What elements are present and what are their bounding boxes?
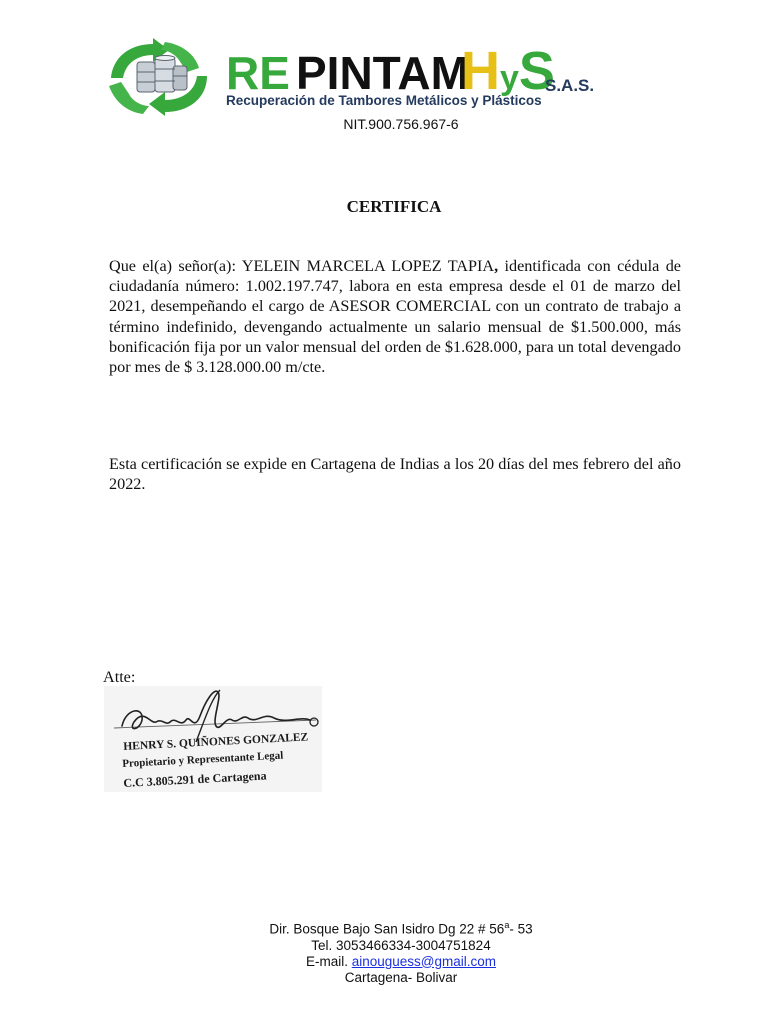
- closing-salutation: Atte:: [103, 668, 136, 686]
- footer-address: [0, 917, 768, 938]
- brand-name-hys: [461, 43, 555, 99]
- footer-phone: Tel. 3053466334-3004751824: [311, 937, 491, 953]
- brand-tagline: Recuperación de Tambores Metálicos y Plásticos: [226, 93, 542, 108]
- document-title: CERTIFICA: [346, 197, 442, 216]
- footer-email-line: [0, 954, 768, 970]
- footer-address-tail: - 53: [509, 921, 533, 937]
- footer-email-link[interactable]: ainouguess@gmail.com: [351, 953, 497, 969]
- brand-letter-y: y: [500, 59, 519, 97]
- brand-name-re: RE: [226, 47, 290, 99]
- footer-address-sup: a: [504, 920, 510, 930]
- name-comma: ,: [494, 257, 499, 275]
- brand-letter-s: S: [518, 41, 555, 101]
- paragraph-body: identificada con cédula de ciudadanía número: 1.002.197.747, labora en esta empresa desde el 01 de marzo del 2021, desempeñando el cargo de ASESOR COMERCIAL con un contrato de trabajo a término indefinido, devengando actualmente un salario mensual de $1.500.000, más bonificación fija por un valor mensual del orden de $1.628.000, para un total devengado por mes de $ 3.128.000.00 m/cte.: [109, 257, 681, 377]
- brand-name-pintam: PINTAM: [296, 47, 469, 99]
- issuance-paragraph: Esta certificación se expide en Cartagena de Indias a los 20 días del mes febrero del año 2022.: [109, 455, 681, 494]
- signatory-name: HENRY S. QUIÑONES GONZALEZ: [123, 731, 309, 753]
- footer-city: Cartagena- Bolivar: [344, 969, 458, 985]
- signatory-id: C.C 3.805.291 de Cartagena: [123, 768, 267, 790]
- employee-name: YELEIN MARCELA LOPEZ TAPIA: [241, 257, 495, 275]
- footer-email-label: E-mail.: [305, 953, 352, 969]
- footer-contact: [0, 917, 768, 986]
- certification-paragraph: [109, 256, 681, 377]
- paragraph-lead: Que el(a) señor(a):: [109, 257, 242, 275]
- company-nit: NIT.900.756.967-6: [343, 116, 459, 132]
- brand-suffix-sas: S.A.S.: [545, 76, 595, 95]
- signature-stamp: [104, 686, 322, 792]
- recycle-drums-icon: [103, 38, 215, 116]
- signatory-role: Propietario y Representante Legal: [122, 749, 284, 770]
- company-logo-icon: [103, 38, 215, 116]
- footer-address-text: Dir. Bosque Bajo San Isidro Dg 22 # 56: [269, 921, 505, 937]
- brand-letter-h: H: [461, 41, 500, 101]
